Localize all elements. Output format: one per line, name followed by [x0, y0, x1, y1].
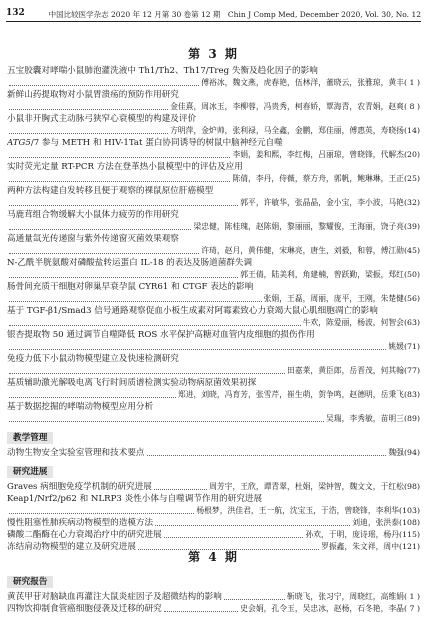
article-authors: 李娟，姜和熙，李红梅，吕丽琼，曾晓锋，代解杰: [232, 150, 404, 159]
issue-3-contents: [7, 65, 420, 553]
article-title: 基于 TGF-β1/Smad3 信号通路观察促血小板生成素对阿霉素致心力衰竭大鼠心肌细胞凋亡的影响: [7, 306, 378, 316]
article-authors: 郑进，刘晓，冯育芳，张雪芹，崔生萌，贺争鸣，赵德明，岳秉飞: [177, 390, 404, 399]
article-page: (108): [399, 518, 420, 527]
article-entry[interactable]: [7, 377, 420, 401]
dot-leader: [164, 611, 239, 612]
article-entry[interactable]: [7, 65, 420, 89]
article-entry[interactable]: [7, 401, 420, 425]
journal-info: 中国比较医学杂志 2020 年 12 月第 30 卷第 12 期 Chin J Comp Med, December 2020, Vol. 30, No. 12: [48, 10, 421, 19]
article-page: (94): [403, 448, 420, 457]
article-title-byline: [7, 517, 420, 529]
article-authors: 魏强: [388, 448, 404, 457]
article-title-byline: [7, 481, 420, 493]
article-authors: 牛欢，陈爱丽，杨波，何智会: [302, 318, 404, 327]
article-page: (63): [403, 318, 420, 327]
article-title: 冻结肩动物模型的建立及研究进展: [7, 542, 136, 552]
dot-leader: [9, 277, 238, 278]
dot-leader: [9, 325, 301, 326]
article-byline: [7, 77, 420, 89]
article-entry[interactable]: [7, 137, 420, 161]
dot-leader: [164, 537, 304, 538]
article-authors: 郭王倩，陆美利，角建楠，曾跃勤，梁振，郑红: [240, 270, 404, 279]
article-title: N-乙酰半胱氨酸对磷酸盐转运蛋白 IL-18 的表达及肠道菌群失调: [7, 258, 253, 268]
article-entry[interactable]: [7, 161, 420, 185]
article-title: 基质辅助激光解吸电离飞行时间质谱检测实验动物病原菌效果初探: [7, 378, 257, 388]
article-title-byline: [7, 603, 420, 615]
dot-leader: [9, 181, 230, 182]
article-title: 动物生物安全实验室管理和技术要点: [7, 448, 145, 458]
article-entry[interactable]: [7, 113, 420, 137]
section-heading-teaching: 教学管理: [7, 432, 53, 444]
section-heading-progress: 研究进展: [7, 466, 53, 478]
dot-leader: [155, 525, 350, 526]
dot-leader: [9, 513, 194, 514]
article-title: Graves 病细胞免疫学机制的研究进展: [7, 482, 152, 492]
article-authors: 许琦，赵月，黄伟健，宋琳亮，唐生，刘毅，和蓉，傅江勋: [201, 246, 404, 255]
article-title: 高通量氙光传递窗与紫外传递窗灭菌效果观察: [7, 234, 179, 244]
article-entry[interactable]: [7, 517, 420, 529]
article-page: (50): [403, 270, 420, 279]
article-title: 基于数据挖掘的哮喘动物模型应用分析: [7, 402, 154, 412]
article-title-byline: [7, 591, 420, 603]
article-page: ( 8 ): [403, 102, 420, 111]
article-byline: [7, 389, 420, 401]
article-page: (83): [403, 390, 420, 399]
article-title: Keap1/Nrf2/p62 和 NLRP3 炎性小体与自噬调节作用的研究进展: [7, 494, 263, 504]
dot-leader: [9, 301, 262, 302]
issue-4-title: 第 4 期: [188, 550, 239, 564]
article-byline: [7, 173, 420, 185]
article-entry[interactable]: [7, 481, 420, 493]
dot-leader: [9, 205, 238, 206]
article-page: (25): [403, 174, 420, 183]
article-entry[interactable]: [7, 209, 420, 233]
article-entry[interactable]: [7, 447, 420, 459]
article-page: ( 1 ): [403, 592, 420, 601]
article-byline: [7, 413, 420, 425]
article-authors: 方明萍，金炉帅，张利禄，马全鑫，金鹏，郑佳丽，傅惠英，寿晓扬: [170, 126, 404, 135]
dot-leader: [9, 85, 199, 86]
article-title-rest: /7 参与 METH 和 HIV-1Tat 蛋白协同诱导的树鼠中脑神经元自噬: [30, 138, 283, 148]
article-entry[interactable]: [7, 185, 420, 209]
article-title: 马鹿茸组合物缓解大小鼠体力疲劳的作用研究: [7, 210, 179, 220]
article-byline: [7, 149, 420, 161]
article-authors: 傅裕冰，魏文燕，虎春艳，伍林洋，董晓云，张雅琼，黄丰: [201, 78, 404, 87]
section-heading-research-report: 研究报告: [7, 576, 53, 588]
article-entry[interactable]: [7, 281, 420, 305]
article-authors: 田嘉莱，黄臣郎，岳晋茂，何其翰: [287, 366, 404, 375]
dot-leader: [224, 599, 285, 600]
article-byline: [7, 221, 420, 233]
article-title: 免疫力低下小鼠动物模型建立及快速检测研究: [7, 354, 179, 364]
article-authors: 靳晓飞，张习宁，周晓红，高维娟: [287, 592, 404, 601]
article-page: (45): [403, 246, 420, 255]
article-title-byline: [7, 447, 420, 459]
article-entry[interactable]: [7, 233, 420, 257]
article-title: 银杏提取物 50 通过调节自噬降低 ROS 水平保护高糖对血管内皮细胞的损伤作用: [7, 330, 315, 340]
article-authors: 孙欢，于明，庞诗瑶，杨丹: [305, 530, 400, 539]
article-page: (115): [399, 530, 420, 539]
article-title: 新鲜山药提取物对小鼠胃溃疡的预防作用研究: [7, 90, 179, 100]
article-title: 肠骨间充质干细胞对卵巢早衰孕鼠 CYR61 和 CTGF 表达的影响: [7, 282, 254, 292]
article-entry[interactable]: [7, 89, 420, 113]
page-number: 132: [6, 8, 25, 18]
article-page: (39): [403, 222, 420, 231]
dot-leader: [9, 109, 168, 110]
article-entry[interactable]: [7, 353, 420, 377]
article-page: ( 7 ): [403, 604, 420, 613]
article-authors: 罗振鑫，朱文祥，周中: [321, 542, 400, 551]
issue-3-title: 第 3 期: [188, 47, 239, 61]
dot-leader: [9, 373, 285, 374]
article-page: (71): [403, 342, 420, 351]
article-page: (77): [403, 366, 420, 375]
dot-leader: [9, 349, 386, 350]
article-title: 小鼠非开胸式主动脉弓狭窄心衰模型的构建及评价: [7, 114, 197, 124]
article-authors: 张娟，王磊，周丽，庞平，王刚，朱楚健: [263, 294, 404, 303]
article-page: (98): [403, 482, 420, 491]
dot-leader: [9, 397, 176, 398]
article-byline: [7, 101, 420, 113]
dot-leader: [154, 489, 207, 490]
article-byline: [7, 125, 420, 137]
article-entry[interactable]: [7, 591, 420, 603]
article-title: 四物饮抑制食管癌细胞侵袭及迁移的研究: [7, 604, 162, 614]
article-authors: 金佳熹，周冰玉，李柳蓉，冯贵秀，柯春娇，覃海青，农青娟，赵爽: [170, 102, 404, 111]
article-authors: 周芳宇，王欣，谭青翠，杜娟，梁钟智，魏文文，于红松: [209, 482, 404, 491]
dot-leader: [9, 229, 191, 230]
article-byline: [7, 505, 420, 517]
article-byline: [7, 293, 420, 305]
dot-leader: [9, 157, 230, 158]
article-title: 慢性阻塞性肺疾病动物模型的造模方法: [7, 518, 154, 528]
article-byline: [7, 341, 420, 353]
article-title: [7, 137, 420, 149]
header-rule: [6, 21, 421, 22]
article-title-byline: [7, 529, 420, 541]
article-page: ( 1 ): [403, 78, 420, 87]
article-entry[interactable]: [7, 603, 420, 615]
issue-4-contents: [7, 569, 420, 615]
article-authors: 刘迪，张洪泰: [352, 518, 400, 527]
article-authors: 吴瑞，李秀敏，苗明三: [326, 414, 404, 423]
article-title: 实时荧光定量 RT-PCR 方法在登革热小鼠模型中的评估及应用: [7, 162, 243, 172]
article-byline: [7, 269, 420, 281]
article-authors: 姚媛: [388, 342, 404, 351]
article-page: (56): [403, 294, 420, 303]
article-page: (89): [403, 414, 420, 423]
article-page: (121): [399, 542, 420, 551]
article-entry[interactable]: [7, 493, 420, 517]
article-entry[interactable]: [7, 257, 420, 281]
article-authors: 杨根梦，洪佳君，王一航，沈宝玉，于浩，曾晓锋，李利华: [196, 506, 400, 515]
gene-name: ATG5: [7, 138, 31, 148]
article-title: 黄芪甲苷对脑缺血再灌注大鼠炎症因子及超微结构的影响: [7, 592, 222, 602]
article-authors: 郭平，许敏华，张晶晶，金小宝，李小波，马艳: [240, 198, 404, 207]
running-header: [6, 8, 421, 20]
dot-leader: [9, 421, 324, 422]
article-entry[interactable]: [7, 305, 420, 329]
article-authors: 梁忠健，陈桂瑰，赵陈娟，黎丽丽，黎耀俊，王海丽，饶子亮: [193, 222, 404, 231]
article-title: 磷酸二酯酶在心力衰竭治疗中的研究进展: [7, 530, 162, 540]
dot-leader: [147, 455, 387, 456]
article-entry[interactable]: [7, 529, 420, 541]
article-title: 五宝胶囊对哮喘小鼠肺泡灌洗液中 Th1/Th2、Th17/Treg 失衡及趋化因子的影响: [7, 66, 318, 76]
article-byline: [7, 317, 420, 329]
article-page: (14): [403, 126, 420, 135]
article-authors: 陈倩，李丹，侍薇，蔡方舟，郭帆，鲍琳琳，王正: [232, 174, 404, 183]
article-byline: [7, 245, 420, 257]
article-page: (20): [403, 150, 420, 159]
article-page: (32): [403, 198, 420, 207]
article-entry[interactable]: [7, 329, 420, 353]
article-page: (103): [399, 506, 420, 515]
dot-leader: [9, 253, 199, 254]
article-authors: 史会娟，孔令玉，吴忠冰，赵杨，石冬艳，李晶: [240, 604, 404, 613]
dot-leader: [9, 133, 168, 134]
article-byline: [7, 365, 420, 377]
article-title: 两种方法构建自发转移且便于观察的裸鼠原位肝癌模型: [7, 186, 214, 196]
article-byline: [7, 197, 420, 209]
